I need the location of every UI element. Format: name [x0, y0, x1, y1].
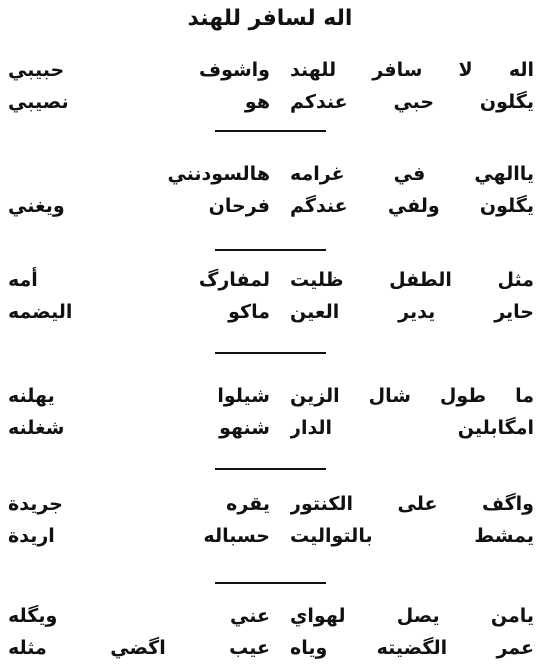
- verse-first-half: يگلون ولفي عندگم: [290, 195, 534, 217]
- verse-first-half: عمر الگضيته وياه: [290, 637, 534, 659]
- verse-first-half: امگابلين الدار: [290, 417, 534, 439]
- verse-line: [0, 632, 540, 664]
- stanza-5: [0, 488, 540, 552]
- verse-line: [0, 54, 540, 86]
- verse-first-half: اله لا سافر للهند: [290, 59, 534, 81]
- verse-line: [0, 158, 540, 190]
- verse-second-half: ماكو اليضمه: [8, 301, 270, 323]
- stanza-divider: [215, 468, 326, 470]
- verse-line: [0, 600, 540, 632]
- verse-first-half: يامن يصل لهواي: [290, 605, 534, 627]
- verse-line: [0, 520, 540, 552]
- stanza-2: [0, 158, 540, 222]
- verse-first-half: يمشط بالتواليت: [290, 525, 534, 547]
- stanza-3: [0, 264, 540, 328]
- verse-second-half: يقره جريدة: [8, 493, 270, 515]
- verse-second-half: عيب اگضي مثله: [8, 637, 270, 659]
- verse-second-half: عني ويگله: [8, 605, 270, 627]
- verse-second-half: لمفارگ أمه: [8, 269, 270, 291]
- stanza-6: [0, 600, 540, 664]
- verse-first-half: ما طول شال الزين: [290, 385, 534, 407]
- verse-line: [0, 264, 540, 296]
- poem-title: اله لسافر للهند: [187, 6, 353, 31]
- stanza-divider: [215, 352, 326, 354]
- stanza-divider: [215, 249, 326, 251]
- stanza-4: [0, 380, 540, 444]
- verse-line: [0, 86, 540, 118]
- verse-first-half: واگف على الكنتور: [290, 493, 534, 515]
- verse-first-half: حاير يدير العين: [290, 301, 534, 323]
- stanza-divider: [215, 130, 326, 132]
- stanza-divider: [215, 582, 326, 584]
- verse-second-half: هالسودنني: [167, 163, 270, 185]
- verse-line: [0, 488, 540, 520]
- verse-first-half: مثل الطفل ظليت: [290, 269, 534, 291]
- verse-line: [0, 190, 540, 222]
- verse-line: [0, 412, 540, 444]
- verse-first-half: ياالهي في غرامه: [290, 163, 534, 185]
- verse-second-half: واشوف حبيبي: [8, 59, 270, 81]
- verse-line: [0, 296, 540, 328]
- verse-line: [0, 380, 540, 412]
- verse-second-half: هو نصيبي: [8, 91, 270, 113]
- verse-second-half: حسباله اريدة: [8, 525, 270, 547]
- stanza-1: [0, 54, 540, 118]
- verse-second-half: شنهو شغلنه: [8, 417, 270, 439]
- verse-second-half: شيلوا يهلنه: [8, 385, 270, 407]
- verse-second-half: فرحان ويغني: [8, 195, 270, 217]
- verse-first-half: يگلون حبي عندكم: [290, 91, 534, 113]
